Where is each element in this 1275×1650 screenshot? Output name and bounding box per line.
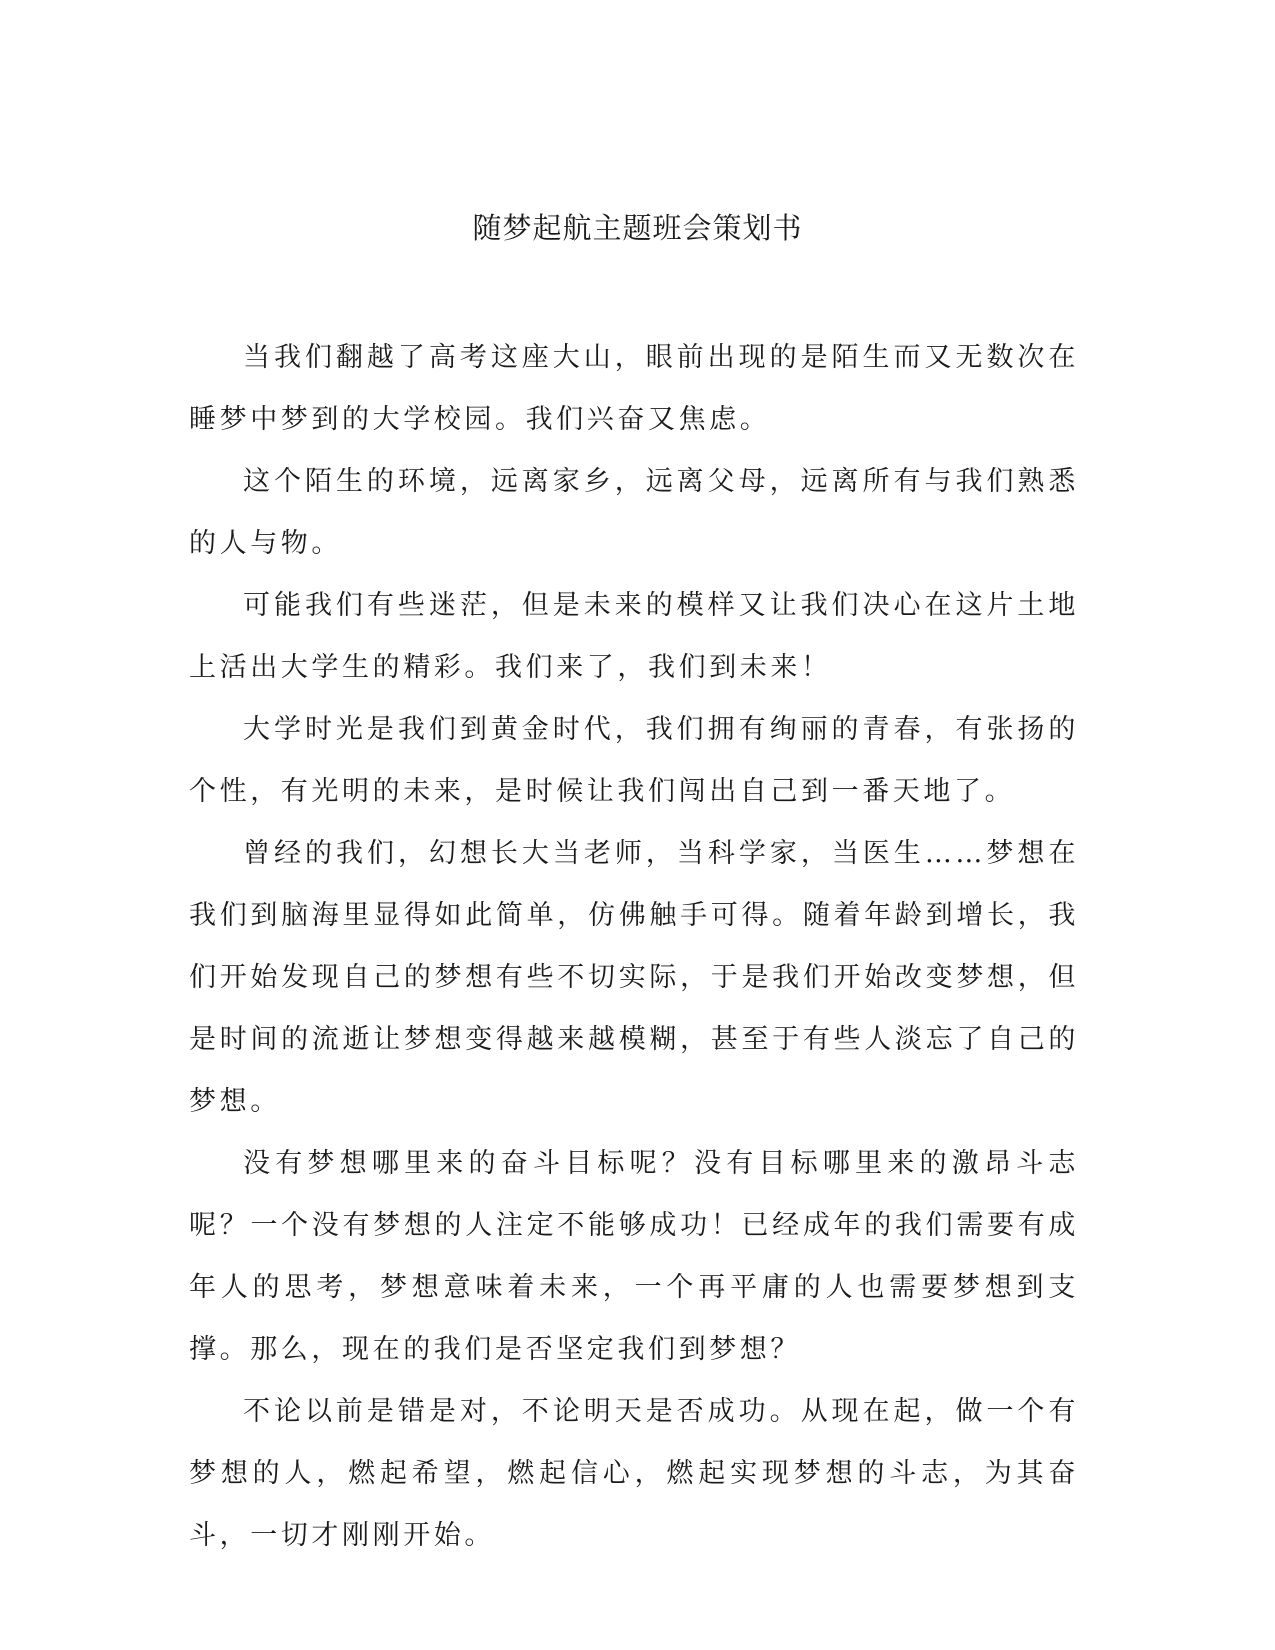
paragraph-2: 这个陌生的环境，远离家乡，远离父母，远离所有与我们熟悉的人与物。 bbox=[189, 466, 1079, 559]
paragraph-6: 没有梦想哪里来的奋斗目标呢？没有目标哪里来的激昂斗志呢？一个没有梦想的人注定不能够成功！已经成年的我们需要有成年人的思考，梦想意味着未来，一个再平庸的人也需要梦想到支撑。那么，现在的我们是否坚定我们到梦想？ bbox=[189, 1148, 1079, 1365]
document-body bbox=[189, 327, 1079, 1567]
paragraph-5: 曾经的我们，幻想长大当老师，当科学家，当医生……梦想在我们到脑海里显得如此简单，仿佛触手可得。随着年龄到增长，我们开始发现自己的梦想有些不切实际，于是我们开始改变梦想，但是时间的流逝让梦想变得越来越模糊，甚至于有些人淡忘了自己的梦想。 bbox=[189, 838, 1079, 1117]
document-title: 随梦起航主题班会策划书 bbox=[472, 211, 803, 245]
paragraph-7: 不论以前是错是对，不论明天是否成功。从现在起，做一个有梦想的人，燃起希望，燃起信心，燃起实现梦想的斗志，为其奋斗，一切才刚刚开始。 bbox=[189, 1396, 1079, 1551]
paragraph-3: 可能我们有些迷茫，但是未来的模样又让我们决心在这片土地上活出大学生的精彩。我们来了，我们到未来！ bbox=[189, 590, 1079, 683]
paragraph-1: 当我们翻越了高考这座大山，眼前出现的是陌生而又无数次在睡梦中梦到的大学校园。我们兴奋又焦虑。 bbox=[189, 342, 1079, 435]
paragraph-4: 大学时光是我们到黄金时代，我们拥有绚丽的青春，有张扬的个性，有光明的未来，是时候让我们闯出自己到一番天地了。 bbox=[189, 714, 1079, 807]
